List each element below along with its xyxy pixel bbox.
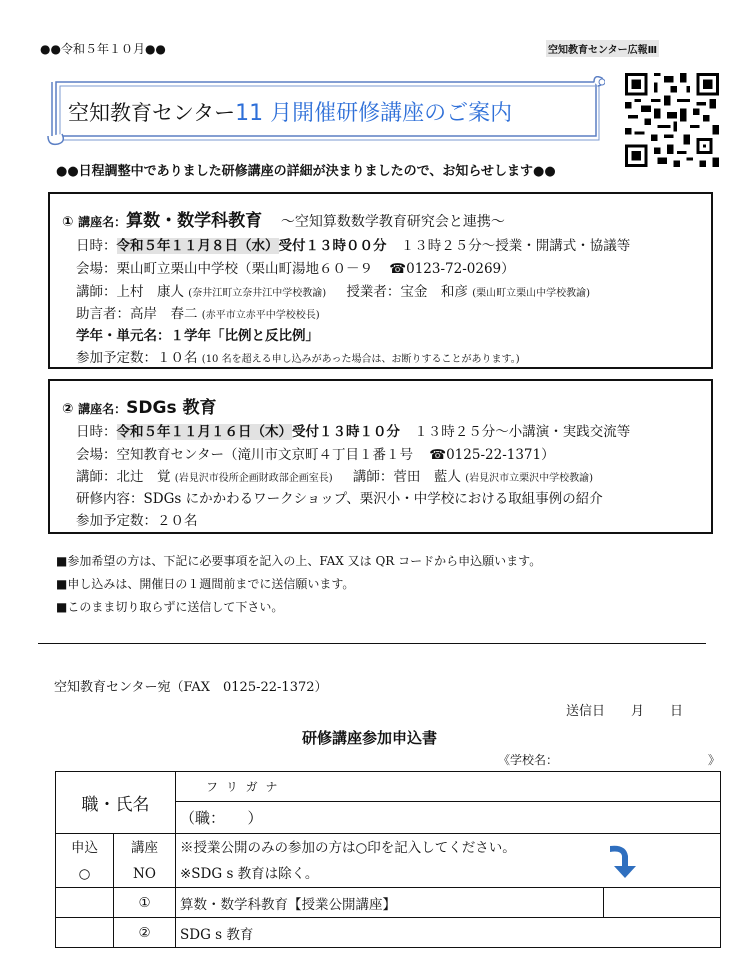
send-date-field[interactable]: 送信日 月 日 bbox=[566, 704, 684, 719]
instruction-line-2: ※SDG s 教育は除く。 bbox=[180, 865, 319, 882]
course-1-capacity-note: (10 名を超える申し込みがあった場合は、お断りすることがあります。) bbox=[201, 354, 520, 365]
course-1-name-label: 講座名： bbox=[78, 215, 127, 229]
course-2-content bbox=[76, 487, 603, 507]
course-1-advisor bbox=[76, 302, 320, 322]
course-header-cell bbox=[114, 834, 176, 888]
course-1-schedule: １３時２５分～授業・開講式・協議等 bbox=[400, 238, 631, 254]
course-1-instructor-note: (奈井江町立奈井江中学校教諭) bbox=[188, 288, 327, 299]
apply-header: 申込 bbox=[71, 839, 98, 856]
course-1-name: 算数・数学科教育 bbox=[126, 211, 263, 231]
application-table bbox=[55, 771, 721, 948]
furigana-field[interactable]: フ リ ガ ナ bbox=[176, 772, 721, 802]
course-2-name-label: 講座名： bbox=[78, 402, 127, 416]
course-1-advisor-note: (赤平市立赤平中学校校長) bbox=[201, 310, 320, 321]
instructions-cell bbox=[176, 834, 721, 888]
course-2-datetime bbox=[76, 420, 630, 440]
course-1-staff bbox=[76, 280, 590, 300]
instructor-label: 講師： bbox=[76, 469, 117, 485]
course-1-teacher: 宝金 和彦 bbox=[400, 284, 468, 300]
datetime-label: 日時： bbox=[76, 238, 117, 254]
cut-line bbox=[38, 643, 706, 644]
course-1-instructor: 上村 康人 bbox=[116, 284, 184, 300]
capacity-label: 参加予定数： bbox=[76, 513, 157, 529]
bullet-item: ■申し込みは、開催日の１週間前までに送信願います。 bbox=[56, 577, 355, 591]
form-title: 研修講座参加申込書 bbox=[301, 729, 437, 747]
apply-header-cell bbox=[56, 834, 114, 888]
course-1-venue-text: 栗山町立栗山中学校（栗山町湯地６０－９ bbox=[116, 261, 373, 277]
course-header: 講座 bbox=[131, 839, 158, 856]
name-header: 職・氏名 bbox=[56, 772, 176, 834]
phone-icon: ☎ bbox=[429, 447, 447, 463]
advisor-label: 助言者： bbox=[76, 306, 130, 322]
course-2-instructor2-note: (岩見沢市立栗沢中学校教諭) bbox=[465, 473, 594, 484]
course-1-number: ① bbox=[62, 214, 74, 230]
course-1-heading bbox=[62, 206, 505, 231]
course-2-date: 令和５年１１月１６日（木） bbox=[116, 424, 292, 440]
course-1-teacher-note: (栗山町立栗山中学校教諭) bbox=[472, 288, 591, 299]
course-1-phone: 0123-72-0269） bbox=[406, 261, 515, 277]
course-2-instructor-note: (岩見沢市役所企画財政部企画室長) bbox=[174, 473, 333, 484]
course-2-schedule: １３時２５分～小講演・実践交流等 bbox=[414, 424, 631, 440]
course-2-heading bbox=[62, 393, 217, 418]
title-part2: 11 月開催研修講座のご案内 bbox=[235, 101, 513, 126]
course-2-instructor2: 菅田 藍人 bbox=[393, 469, 461, 485]
phone-icon: ☎ bbox=[389, 261, 407, 277]
row-1-course: 算数・数学科教育【授業公開講座】 bbox=[176, 888, 604, 918]
course-2-box bbox=[48, 379, 713, 534]
fax-address: 空知教育センター宛（FAX 0125-22-1372） bbox=[54, 680, 328, 695]
title-part1: 空知教育センター bbox=[68, 101, 236, 125]
publication-name: 空知教育センター広報Ⅲ bbox=[546, 40, 659, 57]
row-2-course: SDG s 教育 bbox=[176, 918, 721, 948]
qr-code[interactable] bbox=[625, 73, 719, 167]
course-2-staff bbox=[76, 465, 593, 485]
content-label: 研修内容： bbox=[76, 491, 144, 507]
school-name-field[interactable]: 《学校名： 》 bbox=[498, 753, 721, 767]
course-1-capacity bbox=[76, 346, 520, 366]
row-1-no: ① bbox=[114, 888, 176, 918]
course-2-number: ② bbox=[62, 401, 74, 417]
course-2-capacity-value: ２０名 bbox=[157, 513, 198, 529]
instructor2-label: 講師： bbox=[352, 469, 394, 485]
course-1-reception: 受付１３時００分 bbox=[278, 238, 387, 254]
notice-text: ●●日程調整中でありました研修講座の詳細が決まりましたので、お知らせします●● bbox=[56, 164, 556, 179]
course-2-venue-text: 空知教育センター（滝川市文京町４丁目１番１号 bbox=[116, 447, 413, 463]
apply-cell-1[interactable] bbox=[56, 888, 114, 918]
teacher-label: 授業者： bbox=[346, 284, 401, 300]
course-1-date: 令和５年１１月８日（水） bbox=[116, 238, 279, 254]
arrow-down-icon bbox=[606, 840, 642, 880]
apply-mark: ○ bbox=[78, 865, 91, 882]
course-2-phone: 0125-22-1371） bbox=[446, 447, 555, 463]
course-1-capacity-value: １０名 bbox=[157, 350, 198, 366]
course-2-name: SDGs 教育 bbox=[126, 398, 217, 418]
datetime-label: 日時： bbox=[76, 424, 117, 440]
venue-label: 会場： bbox=[76, 447, 117, 463]
course-2-venue bbox=[76, 443, 555, 463]
apply-cell-2[interactable] bbox=[56, 918, 114, 948]
course-no-header: NO bbox=[133, 865, 156, 882]
course-1-box bbox=[48, 192, 713, 369]
row-2-no: ② bbox=[114, 918, 176, 948]
instruction-line-1: ※授業公開のみの参加の方は○印を記入してください。 bbox=[180, 839, 516, 856]
bullet-item: ■参加希望の方は、下記に必要事項を記入の上、FAX 又は QR コードから申込願います。 bbox=[56, 554, 542, 568]
course-1-subtitle: ～空知算数数学教育研究会と連携～ bbox=[280, 214, 505, 230]
course-2-capacity bbox=[76, 509, 198, 529]
instructor-label: 講師： bbox=[76, 284, 117, 300]
position-field[interactable]: （職： ） bbox=[176, 802, 721, 834]
course-1-grade-unit: 学年・単元名：１学年「比例と反比例」 bbox=[76, 328, 319, 344]
page-title bbox=[68, 96, 512, 127]
capacity-label: 参加予定数： bbox=[76, 350, 157, 366]
course-2-reception: 受付１３時１０分 bbox=[292, 424, 400, 440]
venue-label: 会場： bbox=[76, 261, 117, 277]
issue-date: ●●令和５年１０月●● bbox=[40, 42, 166, 56]
bullet-item: ■このまま切り取らずに送信して下さい。 bbox=[56, 600, 284, 614]
course-2-content-text: SDGs にかかわるワークショップ、栗沢小・中学校における取組事例の紹介 bbox=[143, 491, 603, 507]
course-2-instructor: 北辻 覚 bbox=[116, 469, 171, 485]
course-1-advisor-name: 高岸 春二 bbox=[130, 306, 198, 322]
course-1-datetime bbox=[76, 234, 630, 254]
course-1-venue bbox=[76, 257, 515, 277]
row-1-mark-cell[interactable] bbox=[603, 888, 720, 918]
